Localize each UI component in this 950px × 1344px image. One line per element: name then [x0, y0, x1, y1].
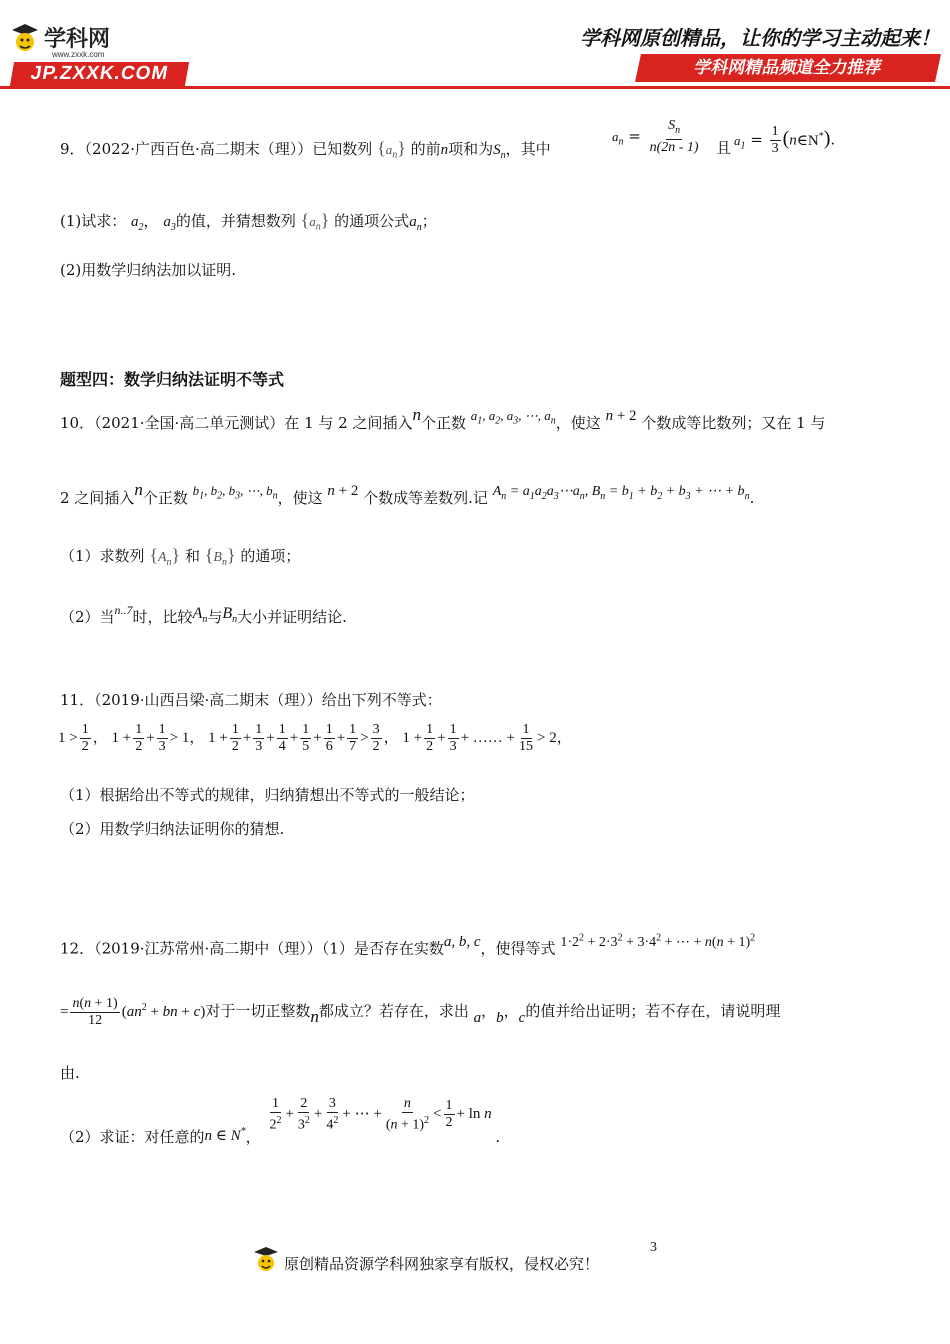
math-seq-an: $\{a_n\}$ [377, 138, 406, 161]
q12-line2: = $\frac{n(n + 1)}{12}$ ($an^2$ + bn + c)对于一切正整数n都成立？若存在，求出 a，b，c的值并给出证明；若不存在，请说明理 [60, 996, 781, 1028]
q10-part2 [60, 603, 347, 634]
q12-text: 的值并给出证明；若不存在，请说明理 [525, 1001, 781, 1020]
q9-text: ，其中 [505, 140, 551, 158]
q9-and: 且 [716, 139, 732, 157]
math-c: c [518, 1009, 526, 1026]
q9-part1: (1)试求： $a_2$， $a_3$的值，并猜想数列 $\{a_n\}$ 的通项公式$a_n$； [60, 210, 437, 233]
q9-part1-text: 的通项公式 [334, 212, 410, 230]
q10-source: （2021·全国·高二单元测试）在 1 与 2 之间插入 [94, 414, 413, 432]
q10-part1-label: （1）求数列 [60, 547, 145, 565]
q12-part2 [60, 1096, 501, 1147]
q12-text: ， [245, 1128, 261, 1147]
q10-text: ，使这 [277, 489, 323, 507]
q9-source: （2022·广西百色·高二期末（理））已知数列 [84, 140, 373, 158]
math-b-list: $b_1$, $b_2$, $b_3$, ⋯, $b_n$ [192, 483, 278, 502]
q12-number: 12． [60, 939, 95, 958]
q10-text: 个正数 [142, 489, 188, 507]
q10-part1 [60, 545, 300, 573]
q10-line1 [60, 405, 826, 440]
q11-source: （2019·山西吕梁·高二期末（理））给出下列不等式： [94, 691, 442, 709]
q9-line1 [60, 138, 551, 166]
math-a3: $a_3$ [163, 214, 176, 233]
q9-part2: (2)用数学归纳法加以证明. [60, 261, 237, 279]
q10-text: 2 之间插入 [60, 489, 135, 507]
q9-text: 的前 [410, 140, 441, 158]
math-a: a [473, 1009, 482, 1026]
logo-bar: JP.ZXXK.COM [10, 62, 189, 86]
footer-copyright: 原创精品资源学科网独家享有版权，侵权必究！ [284, 1255, 600, 1273]
q12-text: ，使得等式 [480, 939, 556, 958]
q12-part2-label: （2）求证：对任意的 [60, 1128, 205, 1147]
q11-part1: （1）根据给出不等式的规律，归纳猜想出不等式的一般结论； [60, 786, 475, 804]
math-a2: $a_2$ [131, 214, 144, 233]
q10-text: 的通项； [240, 547, 301, 565]
math-n-in-N: n ∈ N* [204, 1126, 246, 1145]
q12-line3: 由. [60, 1064, 80, 1082]
math-a1-formula: $a_1$ = $\frac{1}{3}$ (n∈N*). [734, 124, 836, 156]
math-An: $A_n$ [192, 605, 208, 626]
q10-line2: 2 之间插入n个正数 $b_1$, $b_2$, $b_3$, ⋯, $b_n$，使这 n + 2 个数成等差数列.记 $A_n$ = $a_1a_2a_3\cdots a_n$, $B_n = b_1 + b_2 + b_3$ + ⋯ + $b_n$. [60, 480, 755, 507]
mascot-icon [252, 1244, 280, 1276]
math-n: n [310, 1006, 319, 1026]
math-an-formula: $a_n$ = $\frac{S_n}{n(2n - 1)}$ [612, 118, 699, 155]
site-logo [12, 18, 187, 88]
math-seq-an: $\{a_n\}$ [300, 210, 330, 233]
q11-part2: （2）用数学归纳法证明你的猜想. [60, 820, 285, 838]
q9-text: 项和为 [448, 140, 494, 158]
q10-text: 个数成等差数列.记 [363, 489, 488, 507]
math-seq-Bn: $\{B_n\}$ [204, 545, 236, 568]
math-An-Bn-def: $A_n$ = $a_1a_2a_3\cdots a_n$, $B_n = b_1 + b_2 + b_3$ + ⋯ + $b_n$ [492, 484, 750, 502]
math-rhs: = $\frac{n(n + 1)}{12}$ ($an^2$ + bn + c) [60, 996, 206, 1028]
q10-number: 10． [60, 414, 95, 432]
math-Sn: $S_n$ [493, 142, 506, 161]
math-abc: a, b, c [443, 933, 481, 950]
q11-line1 [60, 690, 442, 710]
q10-text: 大小并证明结论. [237, 608, 347, 626]
channel-banner: 学科网精品频道全力推荐 [635, 54, 941, 82]
mascot-icon [10, 20, 40, 60]
q10-text: 与 [207, 608, 223, 626]
q12-text: 都成立？若存在，求出 [318, 1001, 469, 1020]
q10-text: 个数成等比数列；又在 1 与 [641, 414, 826, 432]
q10-part2-label: （2）当 [60, 608, 115, 626]
q9-part1-label: (1)试求： [60, 212, 127, 230]
header-divider [0, 86, 950, 89]
page-number: 3 [650, 1240, 657, 1255]
math-a-list: $a_1$, $a_2$, $a_3$, ⋯, $a_n$ [470, 408, 556, 427]
logo-title: 学科网 [44, 26, 111, 51]
header-slogan: 学科网原创精品，让你的学习主动起来！ [580, 26, 940, 50]
q10-text: 时，比较 [132, 608, 193, 626]
q10-text: ，使这 [555, 414, 601, 432]
q9-part1-text: 的值，并猜想数列 [175, 212, 296, 230]
math-sum-series: $1\cdot 2^2 + 2\cdot 3^2 + 3\cdot 4^2$ + ⋯ + $n(n + 1)^2$ [560, 932, 756, 950]
q12-line1 [60, 932, 756, 961]
math-an: $a_n$ [409, 214, 422, 233]
math-n-plus-2: n + 2 [605, 408, 637, 424]
math-n-ge-7: n..7 [114, 603, 133, 617]
math-n: n [412, 405, 421, 424]
math-n: n [134, 480, 143, 499]
q10-text: 和 [184, 547, 200, 565]
q12-source: （2019·江苏常州·高二期中（理））（1）是否存在实数 [94, 939, 444, 958]
math-inequalities: 1 > $\frac{1}{2}$ ， 1 + $\frac{1}{2}$ + $\frac{1}{3}$ > 1， 1 + $\frac{1}{2}$ + $\frac{1}{3}$ + $\frac{1}{4}$ + $\frac{1}{5}$ + $\frac{1}{6}$ + $\frac{1}{7}$ > $\frac{3}{2}$ ， 1 + $\frac{1}{2}$ + $\frac{1}{3}$ + …… + $\frac{1}{15}$ > 2， [58, 722, 572, 754]
math-b: b [496, 1009, 504, 1026]
q11-number: 11． [60, 691, 95, 709]
math-period: . [495, 1128, 501, 1147]
math-seq-An: $\{A_n\}$ [149, 545, 181, 568]
math-inequality-ln: $\frac{1}{2^2}$ + $\frac{2}{3^2}$ + $\frac{3}{4^2}$ + ⋯ + $\frac{n}{(n + 1)^2}$ < $\frac{1}{2}$ + ln n [269, 1096, 492, 1133]
q12-text: 对于一切正整数 [205, 1001, 311, 1020]
math-n: n [440, 142, 449, 158]
q9-part1-text: ； [421, 212, 437, 230]
section-title: 题型四：数学归纳法证明不等式 [60, 370, 285, 389]
q9-number: 9． [60, 140, 85, 158]
math-Bn: $B_n$ [222, 605, 238, 626]
logo-url: www.zxxk.com [52, 50, 105, 59]
q10-text: 个正数 [420, 414, 466, 432]
math-n-plus-2: n + 2 [327, 483, 359, 499]
